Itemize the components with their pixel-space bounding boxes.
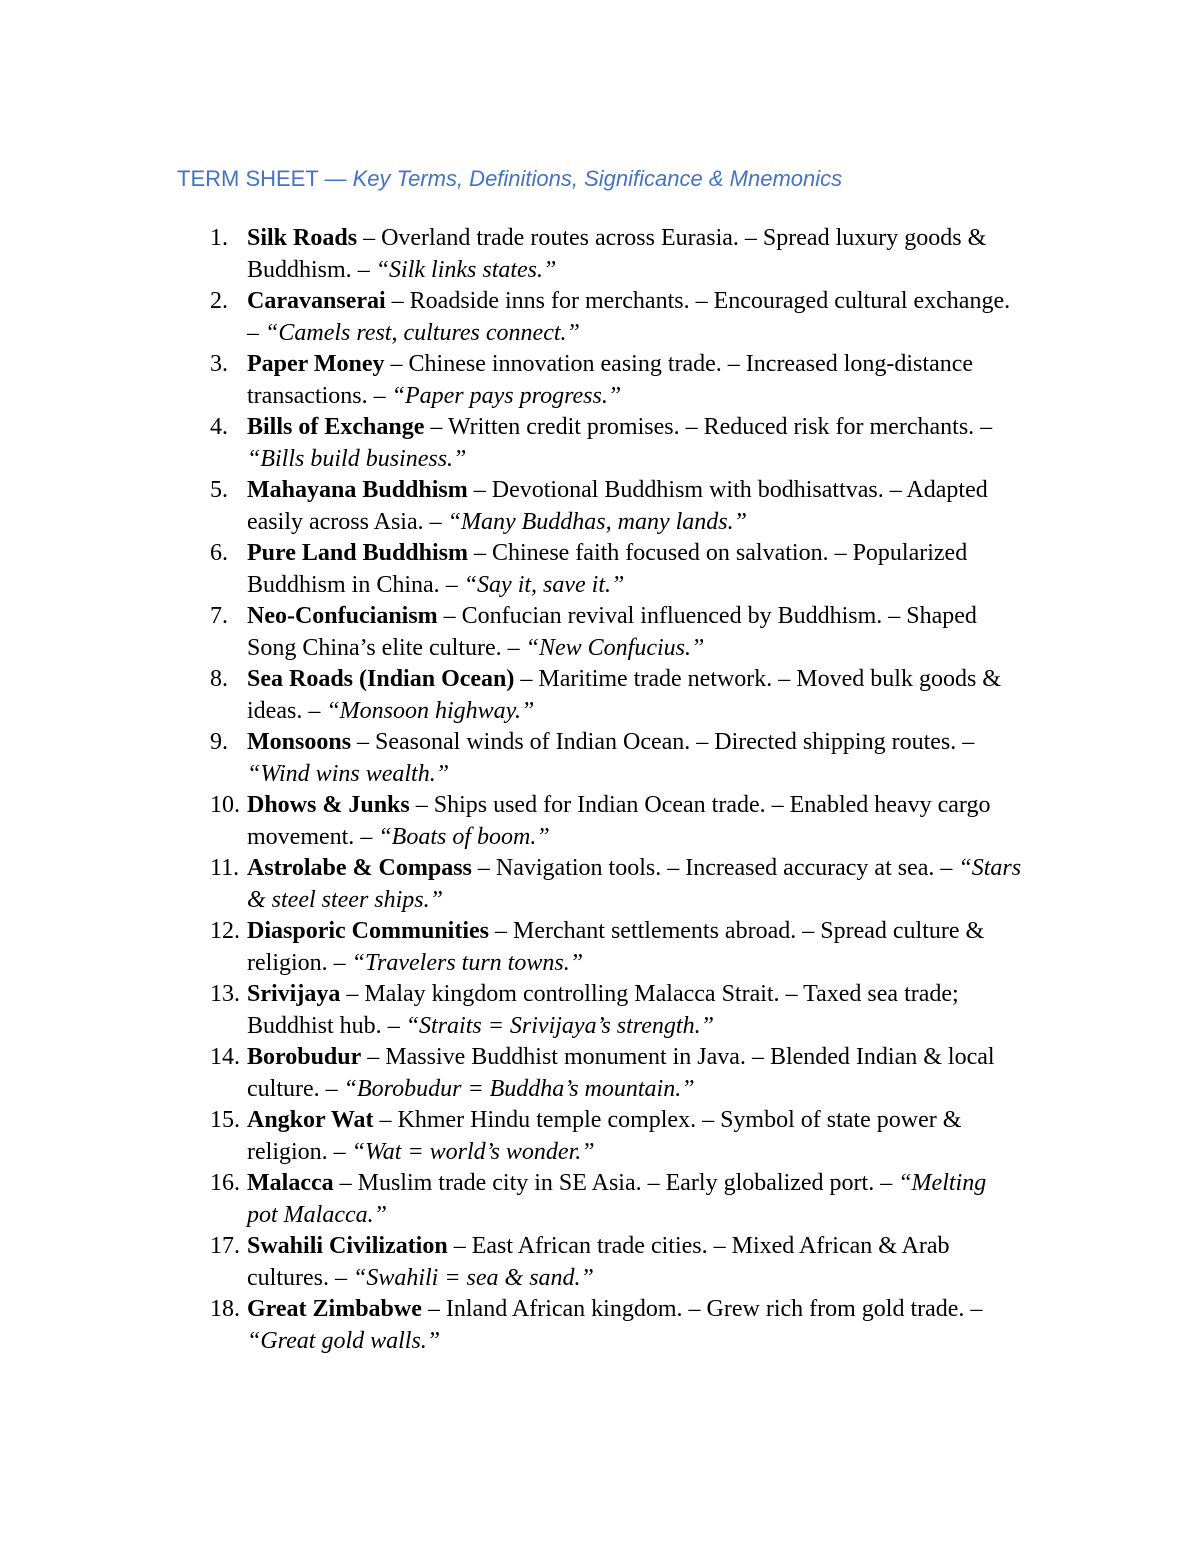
separator: –	[690, 729, 715, 755]
term-name: Swahili Civilization	[247, 1233, 448, 1259]
separator: –	[381, 1012, 406, 1039]
term-number: 6.	[210, 540, 228, 566]
term-name: Dhows & Junks	[247, 792, 410, 818]
separator: –	[745, 1044, 770, 1070]
separator: –	[354, 823, 379, 850]
term-mnemonic: “Travelers turn towns.”	[351, 949, 584, 976]
separator: –	[361, 1044, 386, 1070]
term-definition: Ships used for Indian Ocean trade.	[433, 792, 766, 818]
separator: –	[956, 729, 975, 755]
separator: –	[974, 414, 993, 440]
title-lead: TERM SHEET —	[177, 166, 353, 191]
separator: –	[964, 1296, 983, 1322]
term-mnemonic: “Say it, save it.”	[463, 571, 625, 598]
separator: –	[765, 792, 790, 818]
term-name: Paper Money	[247, 351, 385, 377]
term-significance: Reduced risk for merchants.	[703, 414, 975, 440]
separator: –	[689, 288, 714, 314]
term-name: Pure Land Buddhism	[247, 540, 468, 566]
term-significance: Increased accuracy at sea.	[685, 855, 935, 881]
term-item	[0, 412, 1022, 475]
term-mnemonic: “Borobudur = Buddha’s mountain.”	[343, 1075, 695, 1102]
term-significance: Popularized Buddhism in China.	[247, 540, 968, 598]
term-number: 7.	[210, 603, 228, 629]
term-item	[0, 1294, 1022, 1357]
term-mnemonic: “Swahili = sea & sand.”	[352, 1264, 594, 1291]
term-item	[0, 1042, 1022, 1105]
term-item	[0, 853, 1022, 916]
separator: –	[421, 1296, 446, 1322]
term-number: 15.	[210, 1107, 240, 1133]
term-significance: Increased long-distance transactions.	[247, 351, 974, 409]
term-item	[0, 475, 1022, 538]
separator: –	[367, 382, 392, 409]
separator: –	[738, 225, 763, 251]
separator: –	[501, 634, 526, 661]
term-mnemonic: “New Confucius.”	[525, 634, 705, 661]
term-mnemonic: “Monsoon highway.”	[326, 697, 535, 724]
term-definition: Khmer Hindu temple complex.	[397, 1107, 697, 1133]
separator: –	[327, 949, 352, 976]
term-name: Monsoons	[247, 729, 352, 755]
separator: –	[883, 477, 907, 503]
term-name: Sea Roads (Indian Ocean)	[247, 666, 515, 692]
term-item	[0, 727, 1022, 790]
term-name: Great Zimbabwe	[247, 1296, 422, 1322]
term-number: 4.	[210, 414, 228, 440]
term-significance: Grew rich from gold trade.	[706, 1296, 965, 1322]
separator: –	[319, 1075, 344, 1102]
term-item	[0, 601, 1022, 664]
term-mnemonic: “Straits = Srivijaya’s strength.”	[405, 1012, 714, 1039]
separator: –	[641, 1170, 666, 1196]
separator: –	[874, 1170, 899, 1196]
term-item	[0, 286, 1022, 349]
term-definition: Written credit promises.	[447, 414, 680, 440]
page-title	[177, 164, 842, 194]
term-number: 8.	[210, 666, 228, 692]
term-name: Caravanserai	[247, 288, 386, 314]
term-item	[0, 664, 1022, 727]
term-mnemonic: “Silk links states.”	[375, 256, 557, 283]
term-significance: Encouraged cultural exchange.	[713, 288, 1011, 314]
term-mnemonic: “Melting pot Malacca.”	[247, 1170, 987, 1228]
term-definition: Merchant settlements abroad.	[513, 918, 797, 944]
term-mnemonic: “Wat = world’s wonder.”	[351, 1138, 595, 1165]
term-item	[0, 223, 1022, 286]
term-number: 11.	[210, 855, 240, 881]
separator: –	[707, 1233, 732, 1259]
term-mnemonic: “Camels rest, cultures connect.”	[265, 319, 580, 346]
term-definition: Muslim trade city in SE Asia.	[357, 1170, 642, 1196]
term-item	[0, 1105, 1022, 1168]
separator: –	[351, 256, 376, 283]
separator: –	[373, 1107, 398, 1133]
separator: –	[696, 1107, 721, 1133]
term-significance: Early globalized port.	[665, 1170, 875, 1196]
term-item	[0, 349, 1022, 412]
term-definition: Inland African kingdom.	[445, 1296, 683, 1322]
term-number: 10.	[210, 792, 240, 818]
term-name: Srivijaya	[247, 981, 341, 1007]
term-name: Angkor Wat	[247, 1107, 374, 1133]
term-item	[0, 538, 1022, 601]
separator: –	[779, 981, 804, 1007]
separator: –	[247, 319, 265, 346]
term-name: Astrolabe & Compass	[247, 855, 472, 881]
separator: –	[424, 414, 448, 440]
term-number: 9.	[210, 729, 228, 755]
separator: –	[327, 1138, 352, 1165]
separator: –	[437, 603, 462, 629]
term-number: 5.	[210, 477, 228, 503]
separator: –	[882, 603, 907, 629]
term-definition: Chinese faith focused on salvation.	[491, 540, 829, 566]
term-significance: Shaped Song China’s elite culture.	[247, 603, 977, 661]
term-item	[0, 1231, 1022, 1294]
term-item	[0, 979, 1022, 1042]
term-significance: Directed shipping routes.	[714, 729, 957, 755]
term-item	[0, 1168, 1022, 1231]
term-mnemonic: “Bills build business.”	[247, 445, 467, 472]
term-mnemonic: “Stars & steel steer ships.”	[247, 855, 1022, 913]
term-number: 13.	[210, 981, 240, 1007]
term-definition: Overland trade routes across Eurasia.	[381, 225, 739, 251]
separator: –	[679, 414, 704, 440]
term-list	[0, 223, 1200, 1357]
term-number: 3.	[210, 351, 228, 377]
separator: –	[682, 1296, 707, 1322]
term-number: 14.	[210, 1044, 240, 1070]
separator: –	[467, 477, 492, 503]
term-definition: Maritime trade network.	[538, 666, 773, 692]
term-significance: Mixed African & Arab cultures.	[247, 1233, 950, 1291]
term-definition: Massive Buddhist monument in Java.	[385, 1044, 746, 1070]
term-number: 2.	[210, 288, 228, 314]
separator: –	[721, 351, 746, 377]
separator: –	[796, 918, 821, 944]
term-significance: Spread culture & religion.	[247, 918, 985, 976]
term-mnemonic: “Boats of boom.”	[378, 823, 550, 850]
term-name: Diasporic Communities	[247, 918, 489, 944]
separator: –	[409, 792, 434, 818]
separator: –	[351, 729, 376, 755]
term-definition: Confucian revival influenced by Buddhism.	[461, 603, 883, 629]
term-significance: Adapted easily across Asia.	[247, 477, 988, 535]
term-significance: Taxed sea trade; Buddhist hub.	[247, 981, 959, 1039]
term-significance: Symbol of state power & religion.	[247, 1107, 962, 1165]
separator: –	[333, 1170, 358, 1196]
term-number: 16.	[210, 1170, 240, 1196]
separator: –	[302, 697, 327, 724]
term-item	[0, 790, 1022, 853]
separator: –	[514, 666, 539, 692]
separator: –	[467, 540, 492, 566]
term-definition: East African trade cities.	[471, 1233, 708, 1259]
separator: –	[471, 855, 496, 881]
separator: –	[828, 540, 853, 566]
term-number: 17.	[210, 1233, 240, 1259]
separator: –	[934, 855, 959, 881]
term-definition: Chinese innovation easing trade.	[408, 351, 722, 377]
separator: –	[384, 351, 409, 377]
term-significance: Moved bulk goods & ideas.	[247, 666, 1001, 724]
term-name: Bills of Exchange	[247, 414, 425, 440]
term-number: 12.	[210, 918, 240, 944]
term-significance: Enabled heavy cargo movement.	[247, 792, 991, 850]
term-mnemonic: “Paper pays progress.”	[391, 382, 622, 409]
term-number: 18.	[210, 1296, 240, 1322]
term-definition: Navigation tools.	[495, 855, 662, 881]
term-mnemonic: “Great gold walls.”	[247, 1327, 441, 1354]
term-mnemonic: “Wind wins wealth.”	[247, 760, 450, 787]
term-name: Neo-Confucianism	[247, 603, 438, 629]
term-mnemonic: “Many Buddhas, many lands.”	[447, 508, 747, 535]
term-name: Mahayana Buddhism	[247, 477, 468, 503]
term-significance: Blended Indian & local culture.	[247, 1044, 995, 1102]
title-subtitle: Key Terms, Definitions, Significance & Mnemonics	[352, 166, 843, 191]
term-significance: Spread luxury goods & Buddhism.	[247, 225, 987, 283]
separator: –	[340, 981, 365, 1007]
term-name: Borobudur	[247, 1044, 362, 1070]
separator: –	[447, 1233, 472, 1259]
separator: –	[328, 1264, 353, 1291]
term-name: Silk Roads	[247, 225, 358, 251]
term-definition: Roadside inns for merchants.	[409, 288, 690, 314]
separator: –	[423, 508, 448, 535]
separator: –	[357, 225, 382, 251]
term-definition: Devotional Buddhism with bodhisattvas.	[491, 477, 884, 503]
term-name: Malacca	[247, 1170, 334, 1196]
term-number: 1.	[210, 225, 228, 251]
separator: –	[661, 855, 686, 881]
term-definition: Seasonal winds of Indian Ocean.	[375, 729, 691, 755]
term-definition: Malay kingdom controlling Malacca Strait.	[364, 981, 780, 1007]
separator: –	[772, 666, 797, 692]
term-item	[0, 916, 1022, 979]
separator: –	[439, 571, 464, 598]
separator: –	[489, 918, 513, 944]
separator: –	[385, 288, 410, 314]
